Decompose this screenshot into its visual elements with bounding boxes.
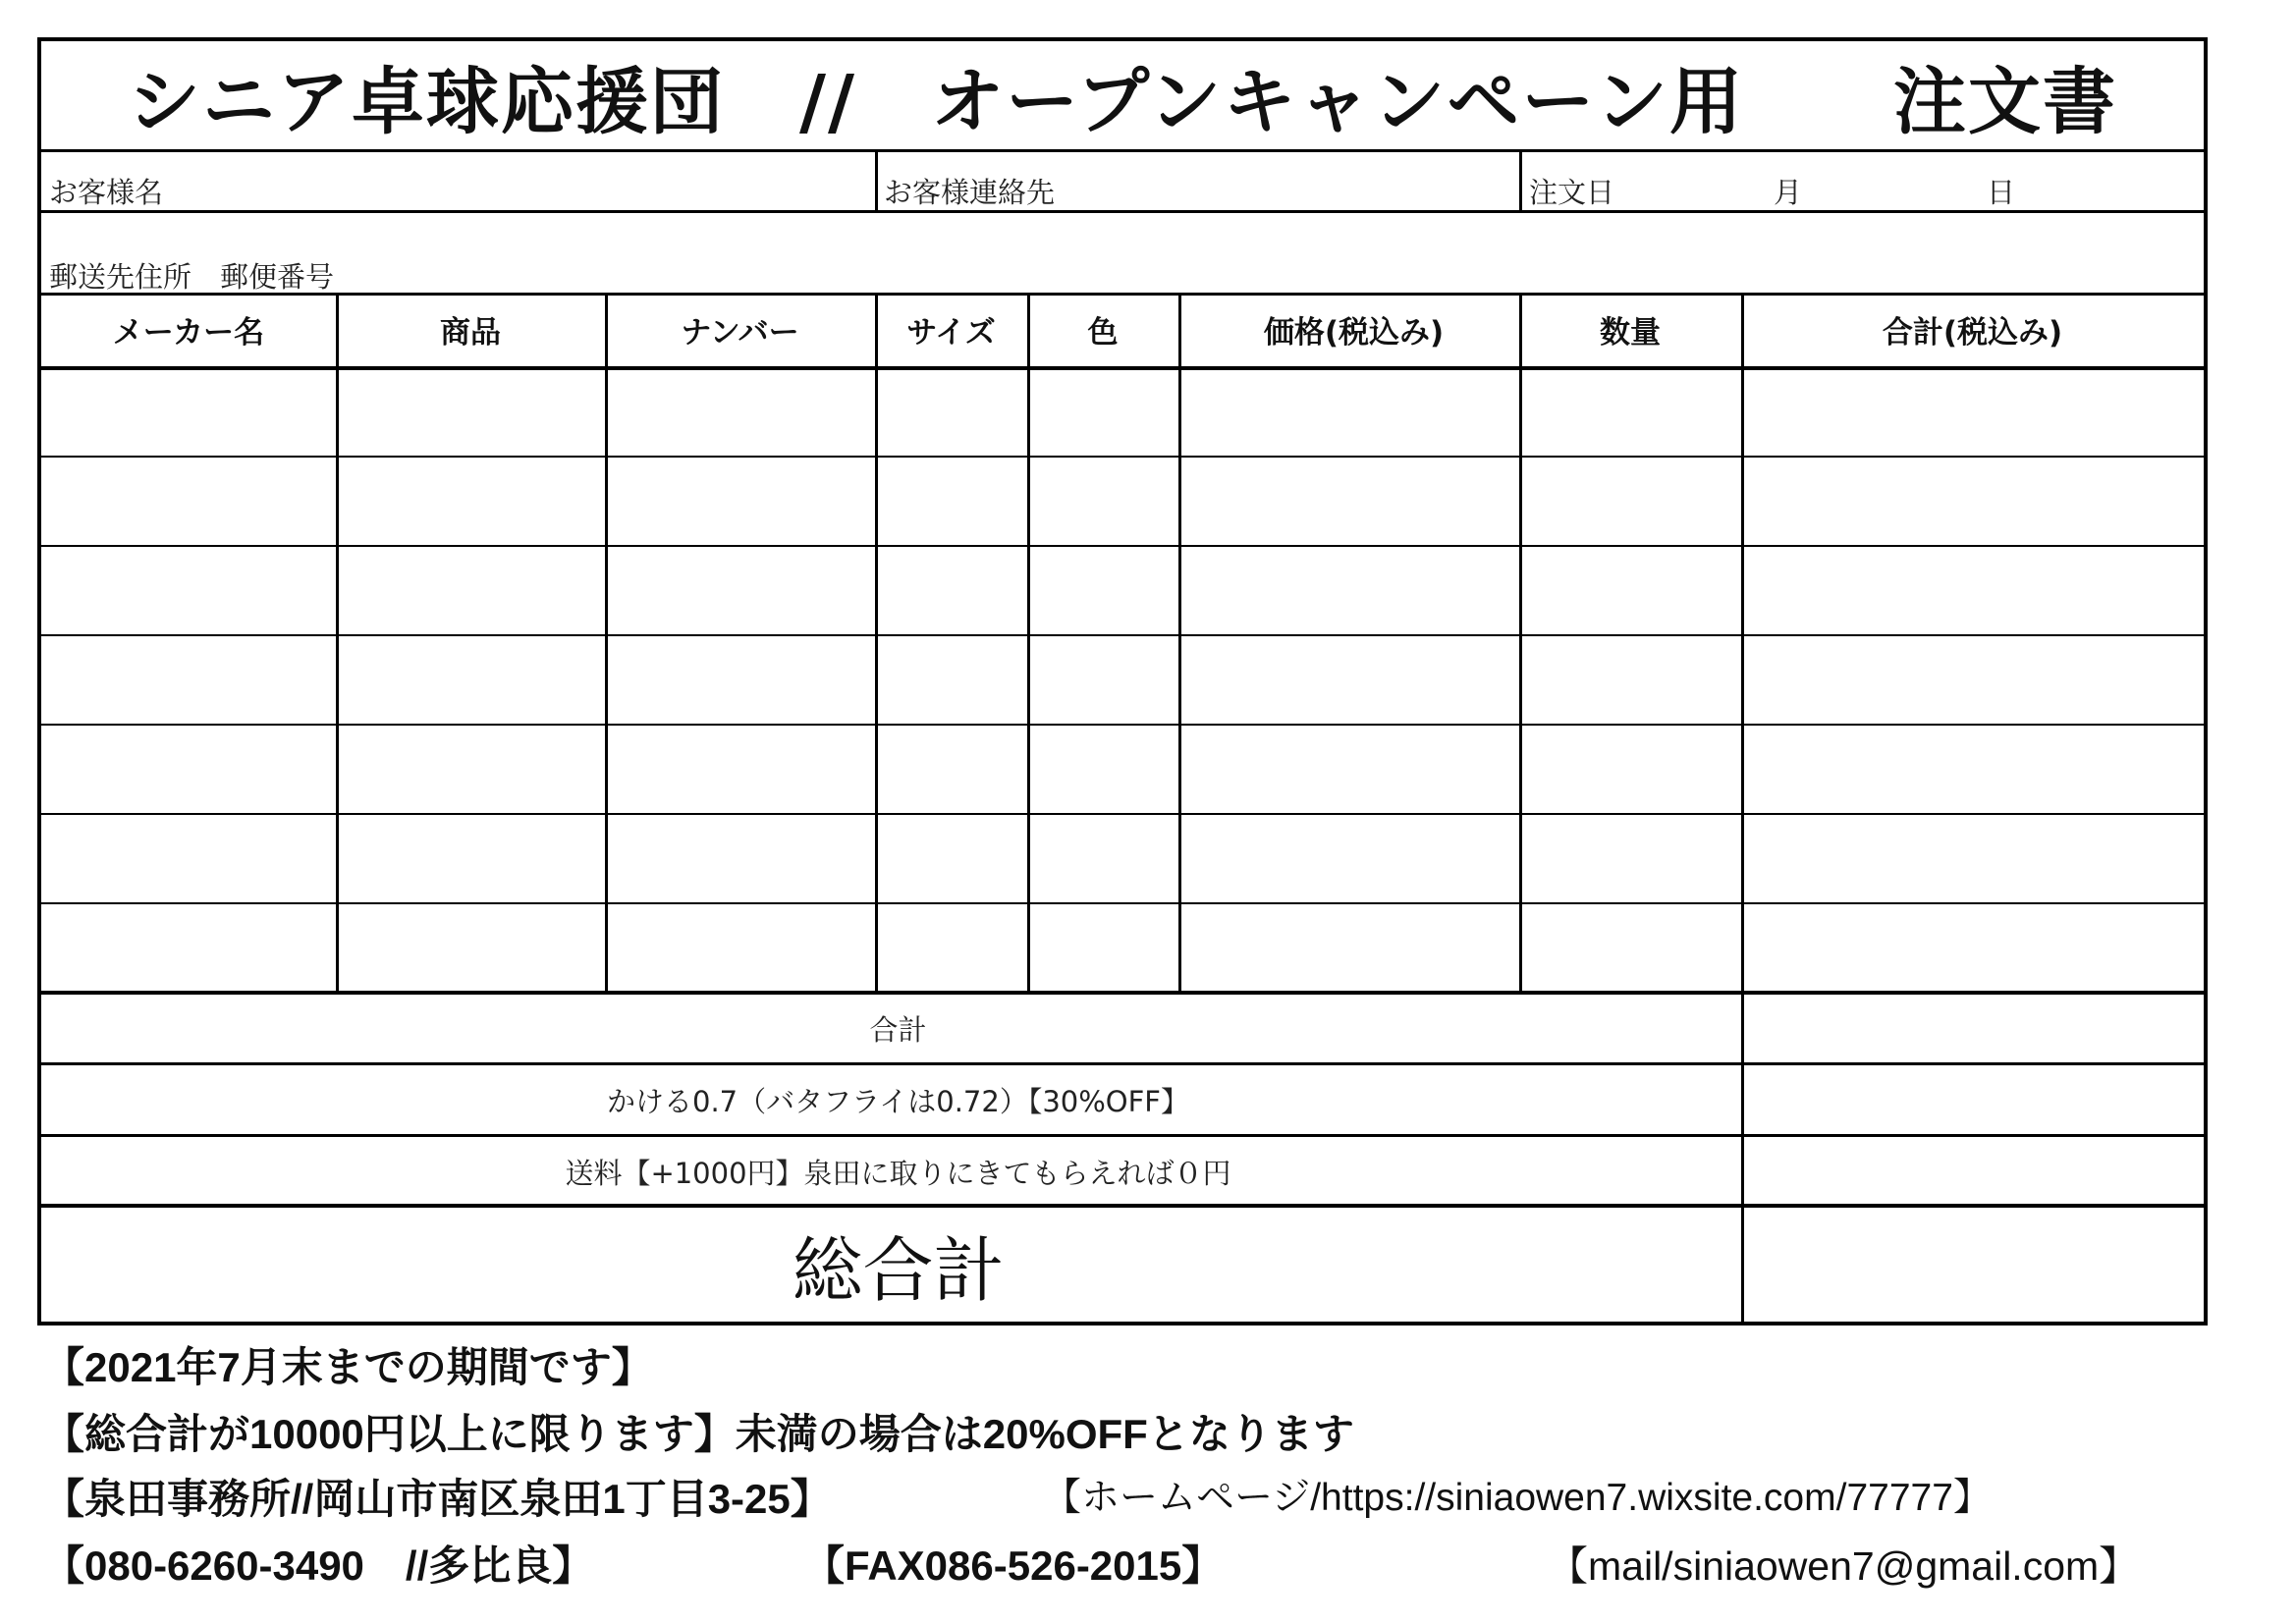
divider xyxy=(875,293,878,993)
grand-total-label: 総合計 xyxy=(792,1229,1005,1312)
divider xyxy=(1027,293,1030,993)
discount-value[interactable] xyxy=(1744,1065,2204,1134)
column-header-quantity: 数量 xyxy=(1600,314,1661,351)
divider xyxy=(336,293,339,993)
minimum-note: 【総合計が10000円以上に限ります】未満の場合は20%OFFとなります xyxy=(43,1411,1354,1457)
customer-name-label: お客様名 xyxy=(49,176,164,209)
column-header-number: ナンバー xyxy=(681,314,799,351)
address-label: 郵送先住所 郵便番号 xyxy=(49,260,335,294)
table-row[interactable] xyxy=(41,636,2204,724)
office-address: 【泉田事務所//岡山市南区泉田1丁目3-25】 xyxy=(43,1476,832,1522)
subtotal-value[interactable] xyxy=(1744,994,2204,1062)
order-form xyxy=(37,37,2208,1325)
period-note: 【2021年7月末までの期間です】 xyxy=(43,1344,653,1390)
table-row[interactable] xyxy=(41,904,2204,991)
discount-label: かける0.7（バタフライは0.72）【30%OFF】 xyxy=(607,1084,1189,1118)
divider xyxy=(605,293,608,993)
fax-number: 【FAX086-526-2015】 xyxy=(803,1542,1224,1589)
shipping-label: 送料【+1000円】泉田に取りにきてもらえれば０円 xyxy=(565,1156,1231,1190)
column-header-price: 価格(税込み) xyxy=(1263,314,1445,351)
column-header-product: 商品 xyxy=(440,314,501,351)
order-day-label: 日 xyxy=(1987,176,2016,209)
order-date-field[interactable] xyxy=(1522,152,2204,211)
grand-total-value[interactable] xyxy=(1744,1208,2204,1322)
column-header-size: サイズ xyxy=(906,314,996,351)
column-header-color: 色 xyxy=(1087,314,1119,351)
form-title: シニア卓球応援団 // オープンキャンペーン用 注文書 xyxy=(128,60,2117,144)
column-header-total: 合計(税込み) xyxy=(1882,314,2063,351)
column-header-maker: メーカー名 xyxy=(112,314,265,351)
table-row[interactable] xyxy=(41,726,2204,813)
order-date-label: 注文日 xyxy=(1529,176,1615,209)
divider xyxy=(1178,293,1181,993)
mail-address[interactable]: 【mail/siniaowen7@gmail.com】 xyxy=(1548,1543,2140,1589)
subtotal-label: 合計 xyxy=(869,1012,927,1047)
table-row[interactable] xyxy=(41,547,2204,634)
table-row[interactable] xyxy=(41,815,2204,902)
customer-contact-label: お客様連絡先 xyxy=(884,176,1056,209)
shipping-value[interactable] xyxy=(1744,1137,2204,1204)
phone-number: 【080-6260-3490 //多比良】 xyxy=(43,1542,594,1589)
order-month-label: 月 xyxy=(1774,176,1803,209)
homepage-link[interactable]: 【ホームページ/https://siniaowen7.wixsite.com/77777】 xyxy=(1043,1477,1992,1519)
customer-name-field[interactable] xyxy=(41,152,875,211)
divider xyxy=(1519,293,1522,993)
customer-contact-field[interactable] xyxy=(878,152,1519,211)
address-field[interactable] xyxy=(41,213,2204,292)
table-row[interactable] xyxy=(41,458,2204,545)
table-row[interactable] xyxy=(41,370,2204,456)
